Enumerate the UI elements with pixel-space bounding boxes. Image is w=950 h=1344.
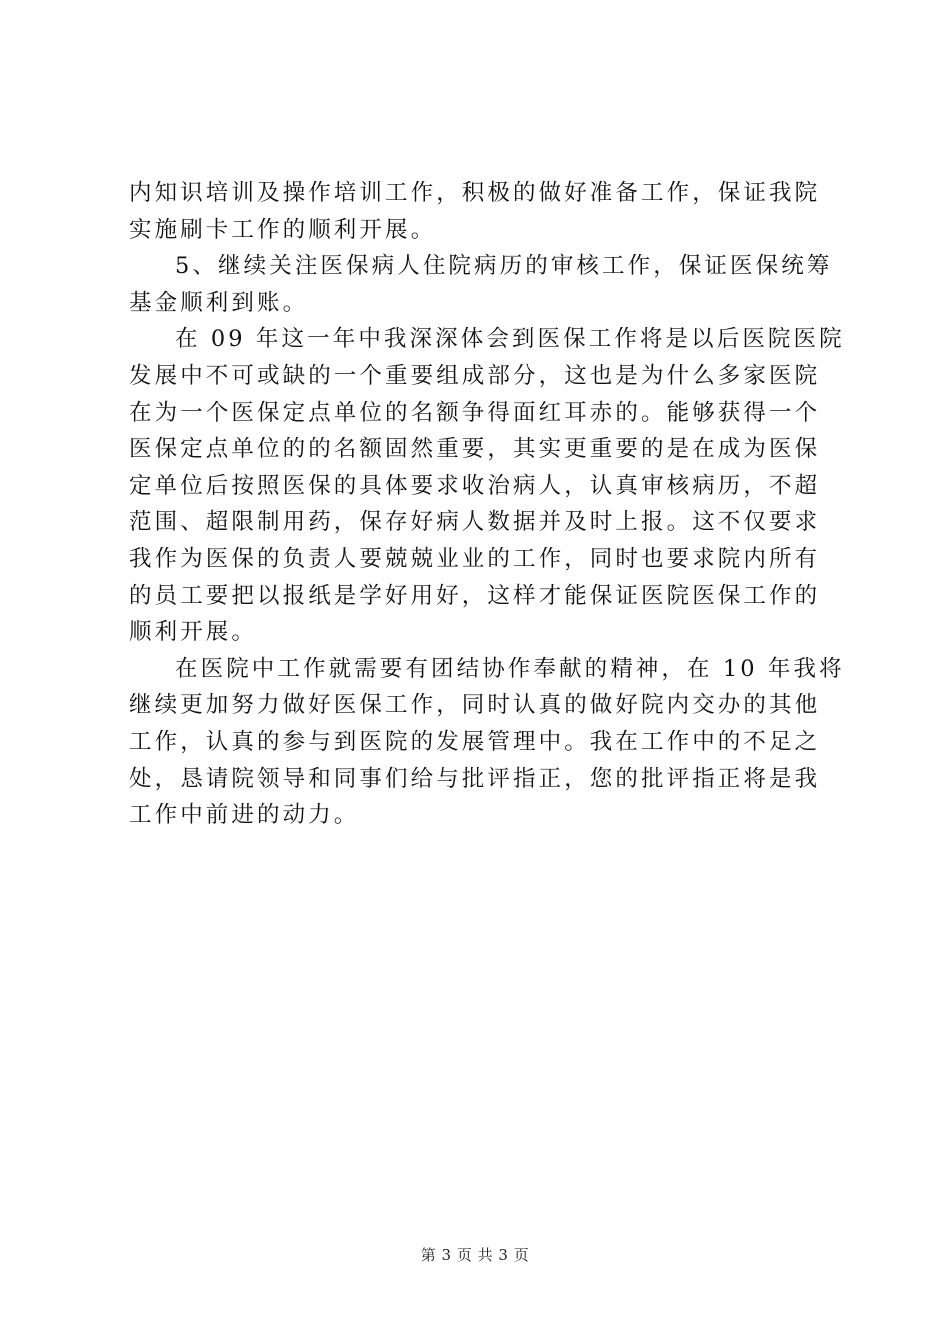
text-line: 的员工要把以报纸是学好用好，这样才能保证医院医保工作的 <box>129 582 821 609</box>
text-line: 继续更加努力做好医保工作，同时认真的做好院内交办的其他 <box>129 692 821 719</box>
page-number: 第 3 页 共 3 页 <box>420 1246 530 1264</box>
text-line: 内知识培训及操作培训工作，积极的做好准备工作，保证我院 <box>129 180 821 206</box>
text-line: 在 09 年这一年中我深深体会到医保工作将是以后医院医院 <box>175 326 845 353</box>
document-body <box>129 175 845 834</box>
text-line: 在医院中工作就需要有团结协作奉献的精神，在 10 年我将 <box>175 655 845 682</box>
text-line: 基金顺利到账。 <box>129 289 309 316</box>
text-line: 5、继续关注医保病人住院病历的审核工作，保证医保统筹 <box>175 253 833 280</box>
text-line: 工作，认真的参与到医院的发展管理中。我在工作中的不足之 <box>129 728 821 755</box>
text-line: 我作为医保的负责人要兢兢业业的工作，同时也要求院内所有 <box>129 545 821 572</box>
text-line: 范围、超限制用药，保存好病人数据并及时上报。这不仅要求 <box>129 509 821 536</box>
text-line: 发展中不可或缺的一个重要组成部分，这也是为什么多家医院 <box>129 362 821 389</box>
text-line: 定单位后按照医保的具体要求收治病人，认真审核病历，不超 <box>129 472 821 499</box>
text-line: 在为一个医保定点单位的名额争得面红耳赤的。能够获得一个 <box>129 399 821 426</box>
text-line: 实施刷卡工作的顺利开展。 <box>129 216 437 243</box>
text-line: 处，恳请院领导和同事们给与批评指正，您的批评指正将是我 <box>129 765 821 792</box>
text-line: 顺利开展。 <box>129 619 258 646</box>
text-line: 工作中前进的动力。 <box>129 802 360 829</box>
text-line: 医保定点单位的的名额固然重要，其实更重要的是在成为医保 <box>129 436 821 463</box>
